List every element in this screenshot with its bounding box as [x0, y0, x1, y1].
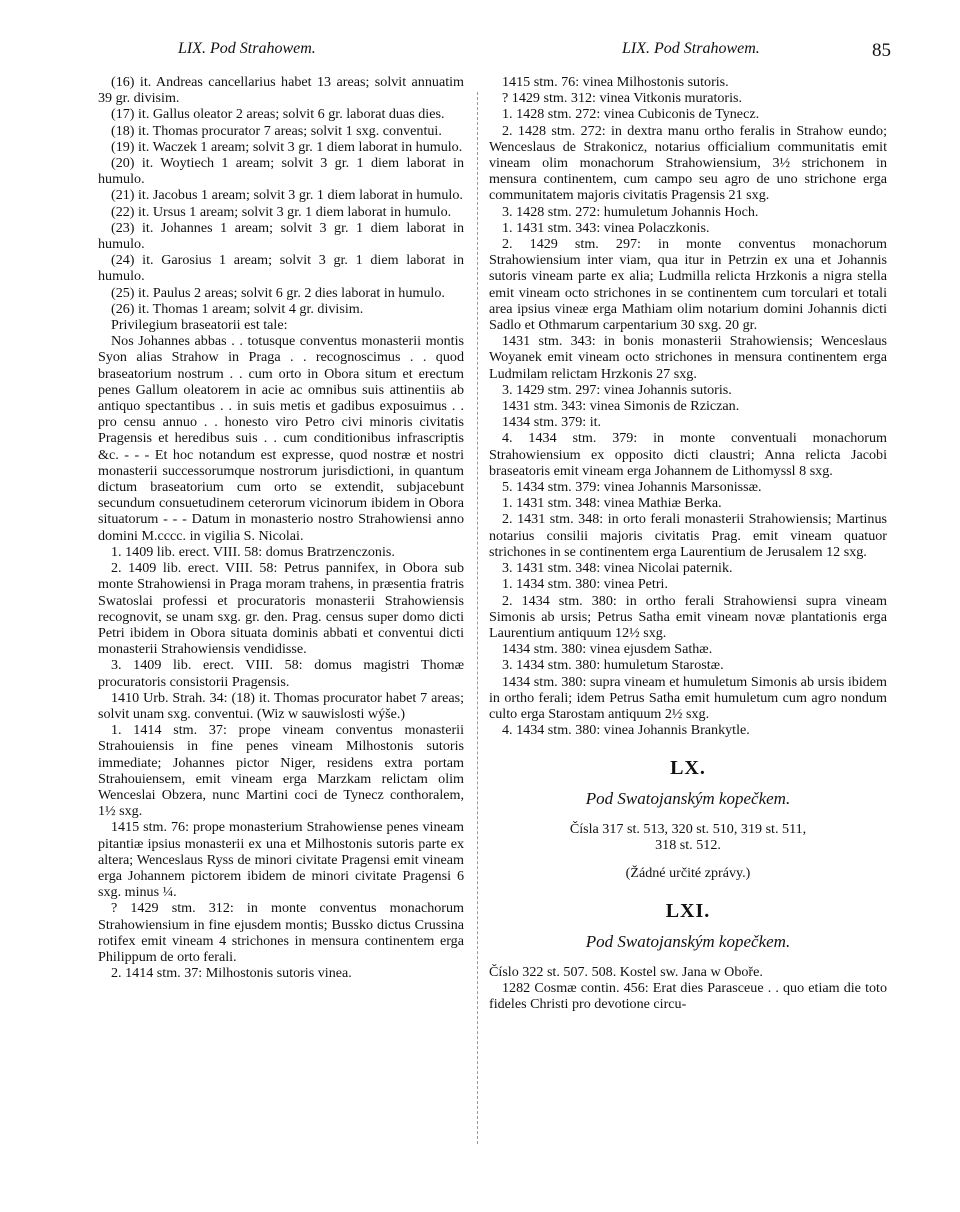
- section-number-lx: LX.: [670, 757, 706, 780]
- record-paragraph: 1434 stm. 380: supra vineam et humuletum Simonis ab ursis ibidem in ortho ferali; idem Petrus Satha emit humuletum cum agro nondum culto erga Starostam antiquum 2½ sxg.: [489, 673, 887, 722]
- record-paragraph: ? 1429 stm. 312: in monte conventus monachorum Strahowiensium in fine ejusdem montis; Bussko dictus Crussina rotifex emit vineam 4 strichones in mensura continentem erga Philippum de orto ferali.: [98, 900, 464, 965]
- entry-24: (24) it. Garosius 1 aream; solvit 3 gr. 1 diem laborat in humulo.: [98, 252, 464, 285]
- record-paragraph: 1434 stm. 379: it.: [502, 414, 602, 431]
- record-paragraph: 3. 1431 stm. 348: vinea Nicolai paternik.: [502, 560, 733, 577]
- entry-16: (16) it. Andreas cancellarius habet 13 areas; solvit annuatim 39 gr. divisim.: [98, 74, 464, 107]
- entry-21: (21) it. Jacobus 1 aream; solvit 3 gr. 1 diem laborat in humulo.: [111, 187, 463, 204]
- left-column: [98, 74, 464, 981]
- record-paragraph: 3. 1434 stm. 380: humuletum Starostæ.: [502, 657, 724, 674]
- entry-23: (23) it. Johannes 1 aream; solvit 3 gr. 1 diem laborat in humulo.: [98, 219, 464, 253]
- entry-19: (19) it. Waczek 1 aream; solvit 3 gr. 1 diem laborat in humulo.: [111, 138, 463, 155]
- page-number: 85: [872, 40, 891, 61]
- running-header-right: LIX. Pod Strahowem.: [622, 40, 760, 57]
- record-paragraph: 2. 1431 stm. 348: in orto ferali monasterii Strahowiensis; Martinus notarius consilii majoris civitatis Prag. emit vineam quatuor strichones in se continentem erga Laurentium de Jerusalem 12 sxg.: [489, 511, 887, 560]
- section-heading-lxi: Číslo 322 st. 507. 508. Kostel sw. Jana w Oboře.: [489, 963, 763, 980]
- record-paragraph: 1434 stm. 380: vinea ejusdem Sathæ.: [502, 641, 713, 658]
- privilege-intro: Privilegium braseatorii est tale:: [111, 317, 288, 334]
- record-paragraph: ? 1429 stm. 312: vinea Vitkonis muratoris.: [502, 90, 743, 107]
- record-paragraph: 2. 1428 stm. 272: in dextra manu ortho feralis in Strahow eundo; Wenceslaus de Strakonicz, notarius officialium communitatis emit vineam olim monachorum Strahowiensium, 3½ strichonem in mensura continentem, cum campo seu agro de uno strichone erga communitatem majoris civitatis Pragensis 21 sxg.: [489, 122, 887, 204]
- record-paragraph: 4. 1434 stm. 380: vinea Johannis Brankytle.: [502, 722, 750, 739]
- section-title-lx: Pod Swatojanským kopečkem.: [585, 788, 791, 808]
- record-paragraph: 1. 1414 stm. 37: prope vineam conventus monasterii Strahouiensis in fine penes vineam Milhostonis sutoris immediate; Johannes pictor Niger, residens extra portam Strahouiensem, emit vineam erga Marzkam relictam olim Wenceslai Obzera, nunc Martini coci de Tynecz conthoralem, 1½ sxg.: [98, 722, 464, 820]
- record-paragraph: 1415 stm. 76: vinea Milhostonis sutoris.: [502, 74, 729, 90]
- record-paragraph: 1. 1434 stm. 380: vinea Petri.: [502, 576, 668, 593]
- right-column: [489, 74, 887, 1012]
- entry-26: (26) it. Thomas 1 aream; solvit 4 gr. divisim.: [111, 300, 364, 317]
- record-paragraph: 5. 1434 stm. 379: vinea Johannis Marsonissæ.: [502, 479, 762, 496]
- record-paragraph: 1. 1431 stm. 343: vinea Polaczkonis.: [502, 219, 710, 236]
- entry-17: (17) it. Gallus oleator 2 areas; solvit 6 gr. laborat duas dies.: [111, 106, 445, 123]
- record-paragraph: 1431 stm. 343: vinea Simonis de Rziczan.: [502, 398, 740, 415]
- column-divider: [477, 92, 478, 1144]
- section-number-lxi: LXI.: [665, 900, 711, 923]
- house-numbers-line: [489, 821, 887, 853]
- record-paragraph: 1410 Urb. Strah. 34: (18) it. Thomas procurator habet 7 areas; solvit unam sxg. conventui. (Wiz w sauwislosti wýše.): [98, 689, 464, 722]
- record-paragraph: 2. 1409 lib. erect. VIII. 58: Petrus pannifex, in Obora sub monte Strahowiensi in Praga moram trahens, in præsentia fratris Swatoslai professi et procuratoris monasterii Strahowiensis recognovit, se unam sxg. gr. den. Prag. census super domo dicti Petri ibidem in Obora situata dominis abbati et conventui dicti monasterii Strahowiensis vendidisse.: [98, 560, 464, 658]
- entry-18: (18) it. Thomas procurator 7 areas; solvit 1 sxg. conventui.: [111, 122, 442, 139]
- record-paragraph: 1415 stm. 76: prope monasterium Strahowiense penes vineam pitantiæ ipsius monasterii ex una et Milhostonis sutoris parte ex altera; Wenceslaus Ryss de minori civitate Pragensi emit vineam erga Johannem pictorem ibidem de minori civitate Pragensi 6 sxg. minus ¼.: [98, 819, 464, 901]
- section-title-lxi: Pod Swatojanským kopečkem.: [585, 931, 791, 951]
- record-paragraph: 2. 1429 stm. 297: in monte conventus monachorum Strahowiensium inter viam, qua itur in Petrzin ex una et Johannis sutoris vineam parte ex alia; Ludmilla relicta Hrzkonis a nigra stella emit vineam octo strichones in se continentem cum torculari et totali area ipsius vineæ erga Mathiam olim notarium domini Johannis dicti Sadlo et Othmarum carpentarium 30 sxg. 20 gr.: [489, 236, 887, 334]
- record-paragraph: 4. 1434 stm. 379: in monte conventuali monachorum Strahowiensium ex opposito dicti claustri; Anna relicta Jacobi braseatoris emit vineam erga Johannem de Lithomyssl 8 sxg.: [489, 430, 887, 479]
- record-paragraph: 3. 1428 stm. 272: humuletum Johannis Hoch.: [502, 203, 759, 220]
- record-paragraph: 1. 1428 stm. 272: vinea Cubiconis de Tynecz.: [502, 106, 760, 123]
- house-numbers-text: Čísla 317 st. 513, 320 st. 510, 319 st. 511,: [569, 820, 807, 837]
- entry-25: (25) it. Paulus 2 areas; solvit 6 gr. 2 dies laborat in humulo.: [111, 284, 445, 301]
- record-paragraph: 3. 1429 stm. 297: vinea Johannis sutoris.: [502, 381, 732, 398]
- record-paragraph: 2. 1434 stm. 380: in ortho ferali Strahowiensi supra vineam Simonis ab ursis; Petrus Satha emit vineam novæ plantationis erga Laurentium antiquum 12½ sxg.: [489, 592, 887, 641]
- record-paragraph: 1. 1431 stm. 348: vinea Mathiæ Berka.: [502, 495, 722, 512]
- record-paragraph: 3. 1409 lib. erect. VIII. 58: domus magistri Thomæ procuratoris consistorii Pragensis.: [98, 657, 464, 690]
- entry-20: (20) it. Woytiech 1 aream; solvit 3 gr. 1 diem laborat in humulo.: [98, 155, 464, 188]
- privilege-text: Nos Johannes abbas . . totusque conventus monasterii montis Syon alias Strahow in Praga . . recognoscimus . . quod braseatorium nostrum . . cum orto in Obora situm et erectum penes Gallum oleatorem in acie ac omnibus suis attinentiis ab antiquo spectantibus . . in suis metis et gadibus exposuimus . . pro censu annuo . . honesto viro Petro civi minoris civitatis Pragensis et heredibus suis . . cum conditionibus infrascriptis &c. - - - Et hoc notandum est expresse, quod nostræ et nostri monasterii successorumque nostrorum jurisdictioni, in quantum dictum braseatorium cum orto se extendit, subjacebunt secundum consuetudinem ceterorum vicinorum ibidem in Obora situatorum - - - Datum in monasterio nostro Strahowiensi anno domini M.cccc. in vigilia S. Nicolai.: [98, 333, 464, 544]
- record-paragraph: 1. 1409 lib. erect. VIII. 58: domus Bratrzenczonis.: [111, 543, 395, 560]
- record-paragraph: 1431 stm. 343: in bonis monasterii Strahowiensis; Wenceslaus Woyanek emit vineam octo strichones in mensura continentem erga Ludmilam relictam Hrzkonis 27 sxg.: [489, 333, 887, 382]
- entry-22: (22) it. Ursus 1 aream; solvit 3 gr. 1 diem laborat in humulo.: [111, 203, 452, 220]
- section-text-lxi: 1282 Cosmæ contin. 456: Erat dies Parasceue . . quo etiam die toto fideles Christi pro devotione circu-: [489, 979, 887, 1013]
- house-numbers-text: 318 st. 512.: [655, 836, 721, 853]
- record-paragraph: 2. 1414 stm. 37: Milhostonis sutoris vinea.: [111, 965, 352, 982]
- section-note: (Žádné určité zprávy.): [625, 865, 751, 882]
- running-header-left: LIX. Pod Strahowem.: [178, 40, 316, 57]
